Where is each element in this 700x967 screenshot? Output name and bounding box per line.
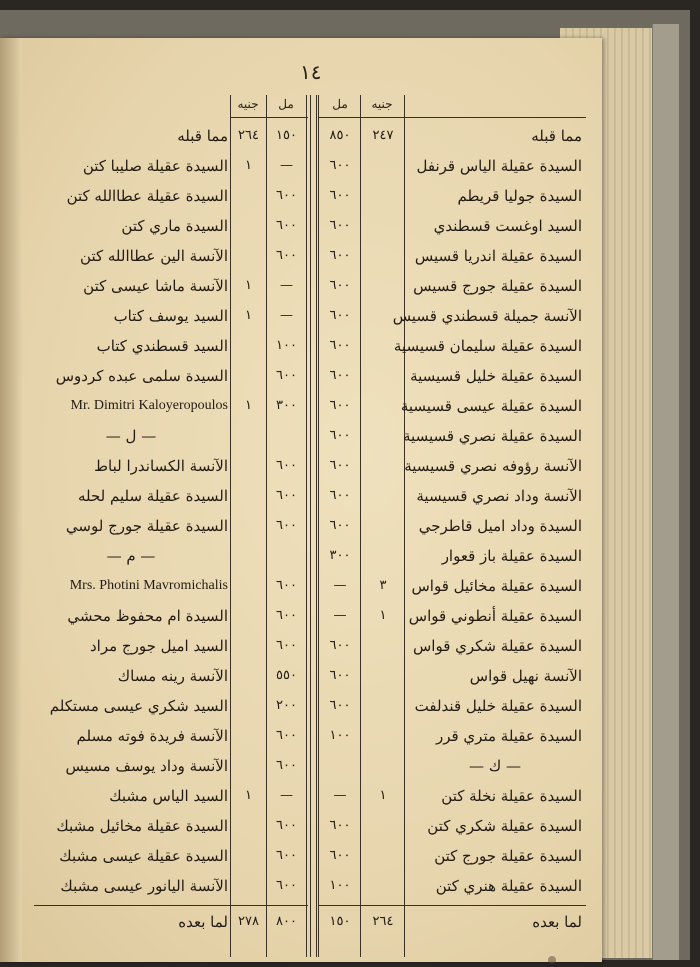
donor-name: السيدة عقيلة مخائيل مشبك [56,817,228,835]
amount-mil: ٦٠٠ [329,398,351,413]
donor-name: Mr. Dimitri Kaloyeropoulos [70,398,228,413]
header-mil: مل [278,97,294,111]
donor-name: السيدة عقيلة شكري كتن [427,817,582,835]
amount-mil: ٦٠٠ [276,488,297,503]
donor-name: السيدة عقيلة اندريا قسيس [414,247,582,265]
ledger-row [318,781,586,811]
donor-name: السيدة جوليا قريطم [457,187,582,205]
donor-name: الآنسة رينه مساك [117,667,228,685]
ledger-row [318,151,586,181]
donor-name: السيدة عقيلة عطاالله كتن [66,187,228,205]
donor-name: السيدة عقيلة نصري قسيسية [403,427,582,445]
ledger-row [34,541,308,571]
donor-name: Mrs. Photini Mavromichalis [69,578,228,593]
amount-mil: ٦٠٠ [276,848,297,863]
donor-name: الآنسة ماشا عيسى كتن [83,277,228,295]
amount-mil: ٦٠٠ [276,218,297,233]
ledger-row [318,571,586,601]
ledger-row [34,361,308,391]
ledger-row [318,721,586,751]
ledger-row [34,211,308,241]
amount-junayh: ١ [379,608,387,623]
amount-mil: ٦٠٠ [329,848,351,863]
right-column [318,95,586,957]
amount-junayh: ١ [245,278,252,293]
amount-mil: ٦٠٠ [329,638,351,653]
donor-name: الآنسة جميلة قسطندي قسيس [392,307,582,325]
donor-name: السيدة عقيلة خليل قندلفت [414,697,582,715]
amount-junayh: ٣ [379,578,387,593]
amount-mil: ٦٠٠ [329,278,351,293]
ledger-footer [34,907,308,937]
donor-name: الآنسة الين عطاالله كتن [80,247,228,265]
ledger-row [34,511,308,541]
amount-mil: — [333,578,347,593]
left-column [34,95,308,957]
donor-name: السيد شكري عيسى مستكلم [49,697,228,715]
ledger-row [318,301,586,331]
amount-mil: ٦٠٠ [276,818,297,833]
amount-mil: ١٠٠ [329,878,351,893]
ledger-row [318,241,586,271]
ledger-row [318,271,586,301]
ledger-row [318,511,586,541]
donor-name: السيد الياس مشبك [109,787,228,805]
ledger-row [318,811,586,841]
ledger-row [34,571,308,601]
donor-name: السيدة عقيلة عيسى قسيسية [400,397,582,415]
amount-mil: — [280,278,293,293]
ledger-row [318,181,586,211]
page-gutter [0,38,22,962]
ledger-row [34,781,308,811]
amount-mil: ٦٠٠ [329,518,351,533]
ledger-footer [318,907,586,937]
ledger-row [34,751,308,781]
ledger-row [318,661,586,691]
ledger-row [34,271,308,301]
total-mil: ٨٠٠ [276,914,297,929]
donor-name: مما قبله [531,127,582,145]
ledger-row [34,811,308,841]
ledger-row [34,451,308,481]
donor-name: السيدة عقيلة مخائيل قواس [411,577,582,595]
donor-name: السيد يوسف كتاب [113,307,228,325]
amount-mil: — [333,608,347,623]
donor-name: الآنسة الكساندرا لباط [94,457,228,475]
amount-mil: ٢٠٠ [276,698,297,713]
donor-name: السيدة عقيلة هنري كتن [435,877,582,895]
section-letter: — ل — [105,427,157,445]
donor-name: السيدة عقيلة سليمان قسيسية [393,337,582,355]
donor-name: السيدة ماري كتن [121,217,228,235]
amount-mil: ٦٠٠ [276,728,297,743]
amount-mil: ٦٠٠ [276,638,297,653]
ledger-row [34,421,308,451]
amount-mil: ٦٠٠ [276,578,297,593]
amount-mil: — [280,308,293,323]
ledger-row [318,451,586,481]
donor-name: الآنسة رؤوفه نصري قسيسية [404,457,582,475]
amount-mil: ١٥٠ [276,128,297,143]
donor-name: الآنسة نهيل قواس [469,667,582,685]
ledger-row [318,691,586,721]
carry-forward-label: لما بعده [178,913,228,931]
ledger-row [318,211,586,241]
ledger-row [34,721,308,751]
amount-mil: ٦٠٠ [329,158,351,173]
amount-junayh: ١ [245,398,252,413]
ledger-row [34,241,308,271]
ledger-row [34,301,308,331]
ledger-row [318,361,586,391]
amount-mil: ٦٠٠ [276,458,297,473]
amount-mil: ٦٠٠ [329,218,351,233]
donor-name: السيدة عقيلة سليم لحله [77,487,228,505]
donor-name: السيدة عقيلة جورج كتن [434,847,582,865]
donor-name: السيدة سلمى عبده كردوس [55,367,228,385]
amount-mil: ٣٠٠ [276,398,297,413]
amount-mil: ٦٠٠ [276,368,297,383]
amount-mil: ٨٥٠ [329,128,351,143]
book-spread [0,10,690,960]
donor-name: السيدة عقيلة عيسى مشبك [59,847,228,865]
amount-mil: ٦٠٠ [276,518,297,533]
ledger-row [34,181,308,211]
amount-mil: ٦٠٠ [329,338,351,353]
total-junayh: ٢٦٤ [372,914,394,929]
total-junayh: ٢٧٨ [238,914,259,929]
ledger-row [318,421,586,451]
ledger-row [318,391,586,421]
amount-mil: ٦٠٠ [329,458,351,473]
header-mil: مل [332,97,348,111]
ledger-row [318,751,586,781]
donor-name: السيدة عقيلة جورج لوسي [65,517,228,535]
ledger-row [318,631,586,661]
ledger-row [318,841,586,871]
amount-mil: ٦٠٠ [329,668,351,683]
amount-mil: ٥٥٠ [276,668,297,683]
amount-junayh: ١ [245,788,252,803]
donor-name: السيدة عقيلة خليل قسيسية [410,367,582,385]
amount-mil: ٦٠٠ [329,308,351,323]
amount-mil: ٦٠٠ [276,188,297,203]
ledger-row [34,601,308,631]
ledger-row [318,121,586,151]
ledger-page [0,38,602,962]
amount-mil: ٦٠٠ [329,428,351,443]
donor-name: الآنسة اليانور عيسى مشبك [60,877,228,895]
donor-name: السيد اوغست قسطندي [433,217,582,235]
ledger-row [318,331,586,361]
amount-junayh: ١ [245,158,252,173]
header-rule [318,117,586,118]
amount-junayh: ٢٦٤ [238,128,259,143]
column-separator [310,95,317,957]
amount-mil: ٦٠٠ [329,188,351,203]
book-cover-edge [652,24,679,960]
amount-mil: — [333,788,347,803]
donor-name: مما قبله [177,127,228,145]
section-letter: — م — [106,547,156,565]
amount-junayh: ١ [379,788,387,803]
ledger-row [318,541,586,571]
amount-mil: ٦٠٠ [329,698,351,713]
amount-mil: ١٠٠ [329,728,351,743]
ledger-row [34,331,308,361]
ledger-row [318,871,586,901]
donor-name: السيدة عقيلة الياس قرنفل [416,157,582,175]
ledger-row [34,121,308,151]
ledger-row [34,151,308,181]
amount-mil: ٦٠٠ [276,248,297,263]
amount-junayh: ١ [245,308,252,323]
ledger-row [34,481,308,511]
donor-name: السيدة عقيلة أنطوني قواس [408,607,582,625]
amount-mil: — [280,788,293,803]
header-rule [230,117,308,118]
donor-name: السيدة عقيلة باز قعوار [441,547,582,565]
ink-spot [548,956,556,964]
carry-forward-label: لما بعده [532,913,582,931]
ledger-row [318,481,586,511]
total-rule [318,905,586,906]
donor-name: الآنسة وداد يوسف مسيس [65,757,228,775]
ledger-row [34,871,308,901]
donor-name: السيدة ام محفوظ محشي [67,607,228,625]
amount-mil: ٦٠٠ [329,818,351,833]
donor-name: السيدة عقيلة جورج قسيس [413,277,582,295]
ledger-row [34,691,308,721]
total-rule [34,905,308,906]
donor-name: السيدة وداد اميل قاطرجي [418,517,582,535]
ledger-row [34,841,308,871]
donor-name: السيدة عقيلة نخلة كتن [441,787,582,805]
ledger-row [34,391,308,421]
donor-name: الآنسة وداد نصري قسيسية [416,487,582,505]
donor-name: السيدة عقيلة شكري قواس [412,637,582,655]
page-number: ١٤ [300,60,322,84]
amount-mil: — [280,158,293,173]
donor-name: الآنسة فريدة فوته مسلم [76,727,228,745]
donor-name: السيدة عقيلة متري قرر [435,727,582,745]
amount-mil: ٦٠٠ [276,608,297,623]
ledger-row [34,661,308,691]
section-letter: — ك — [469,757,521,775]
donor-name: السيدة عقيلة صليبا كتن [82,157,228,175]
amount-junayh: ٢٤٧ [372,128,394,143]
amount-mil: ٦٠٠ [276,758,297,773]
ledger-row [34,631,308,661]
ledger-row [318,601,586,631]
amount-mil: ١٠٠ [276,338,297,353]
amount-mil: ٦٠٠ [329,488,351,503]
amount-mil: ٦٠٠ [329,248,351,263]
amount-mil: ٦٠٠ [329,368,351,383]
header-junayh: جنيه [371,97,393,111]
amount-mil: ٣٠٠ [329,548,351,563]
amount-mil: ٦٠٠ [276,878,297,893]
total-mil: ١٥٠ [329,914,351,929]
donor-name: السيد قسطندي كتاب [96,337,228,355]
header-junayh: جنيه [237,97,259,111]
donor-name: السيد اميل جورج مراد [89,637,228,655]
